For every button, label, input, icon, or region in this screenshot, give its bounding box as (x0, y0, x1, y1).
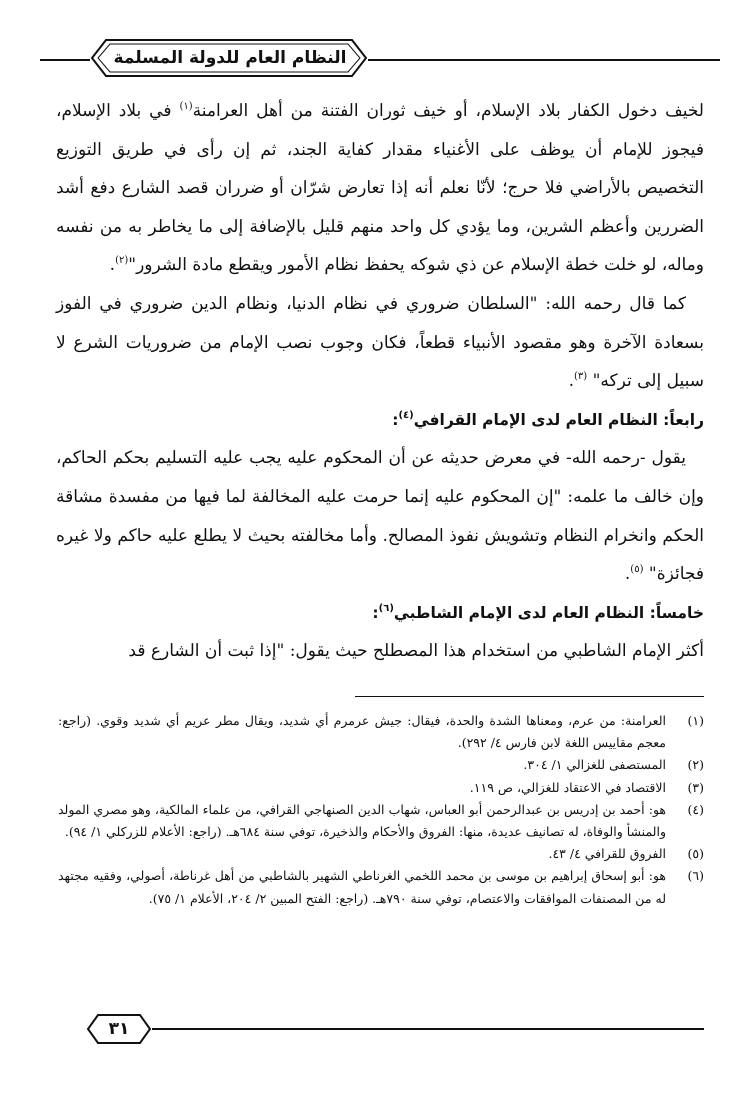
paragraph-1-text-a: لخيف دخول الكفار بلاد الإسلام، أو خيف ثوران الفتنة من أهل العرامنة (192, 101, 704, 121)
paragraph-1-text-b: في بلاد الإسلام، فيجوز للإمام أن يوظف على الأغنياء مقدار كفاية الجند، ثم إن رأى في طريق التوزيع التخصيص بالأراضي فلا حرج؛ لأنّا نعلم أنه إذا تعارض شرّان أو ضرران قصد الشارع دفع أشد الضررين وأعظم الشرين، وما يؤدي كل واحد منهم قليل بالإضافة إلى ما يخاطر به من نفسه وماله، لو خلت خطة الإسلام عن ذي شوكه يحفظ نظام الأمور ويقطع مادة الشرور" (56, 101, 704, 276)
section-heading-5-end: : (372, 603, 379, 622)
footnote-text: الاقتصاد في الاعتقاد للغزالي، ص ١١٩. (469, 779, 666, 795)
running-header (40, 38, 720, 82)
footnote-4 (58, 799, 704, 843)
footnote-3 (58, 777, 704, 799)
paragraph-4-text: أكثر الإمام الشاطبي من استخدام هذا المصطلح حيث يقول: "إذا ثبت أن الشارع قد (128, 641, 704, 662)
section-heading-5 (56, 594, 704, 633)
section-heading-4-end: : (392, 410, 399, 429)
footnote-text: هو: أبو إسحاق إبراهيم بن موسى بن محمد اللخمي الغرناطي الشهير بالشاطبي من أهل غرناطة، أصولي، وفقيه مجتهد له من المصنفات الموافقات والاعتصام، توفي سنة ٧٩٠هـ. (راجع: الفتح المبين ٢/ ٢٠٤، الأعلام ١/ ٧٥). (58, 868, 666, 906)
paragraph-2 (56, 285, 704, 401)
footnote-6 (58, 865, 704, 909)
footnote-ref-3[interactable]: (٣) (574, 371, 588, 383)
footnote-ref-4[interactable]: (٤) (398, 409, 414, 421)
page-number: ٣١ (108, 1019, 130, 1039)
footnote-ref-6[interactable]: (٦) (378, 602, 394, 614)
section-heading-5-text: خامساً: النظام العام لدى الإمام الشاطبي (393, 603, 704, 622)
footnote-1 (58, 710, 704, 754)
paragraph-2-end: . (568, 371, 574, 392)
paragraph-1 (56, 92, 704, 285)
footnotes (58, 710, 704, 910)
paragraph-3-end: . (624, 564, 631, 585)
footnote-text: المستصفى للغزالي ١/ ٣٠٤. (523, 757, 666, 773)
header-title: النظام العام للدولة المسلمة (113, 48, 347, 68)
footnote-ref-5[interactable]: (٥) (630, 564, 644, 576)
footnote-number: (٤) (687, 801, 704, 817)
section-heading-4 (56, 401, 704, 440)
footnote-2 (58, 754, 704, 776)
footer-rule (152, 1028, 704, 1030)
footnote-number: (٢) (687, 757, 704, 773)
footnote-separator (355, 696, 704, 697)
header-badge (90, 38, 368, 78)
footnote-number: (٣) (687, 779, 704, 795)
footnote-number: (٦) (687, 868, 704, 884)
paragraph-3-text: يقول -رحمه الله- في معرض حديثه عن أن المحكوم عليه يجب عليه التسليم بحكم الحاكم، وإن خالف ما علمه: "إن المحكوم عليه إنما حرمت عليه المخالفة لما فيها من مفسدة مشاقة الحكم وانخرام النظام وتشويش نفوذ المصالح. وأما مخالفته بحيث لا يطلع عليه حاكم ولا غيره فجائزة" (56, 448, 704, 585)
paragraph-1-end: . (109, 255, 116, 276)
footnote-text: الفروق للقرافي ٤/ ٤٣. (548, 846, 666, 862)
paragraph-3 (56, 439, 704, 593)
footnote-number: (١) (687, 713, 704, 728)
page-number-badge (86, 1013, 152, 1045)
footnote-text: هو: أحمد بن إدريس بن عبدالرحمن أبو العباس، شهاب الدين الصنهاجي القرافي، من علماء المالكية، وهو مصري المولد والمنشأ والوفاة، له تصانيف عديدة، منها: الفروق والأحكام والذخيرة، توفي سنة ٦٨٤هـ. (راجع: الأعلام للزركلي ١/ ٩٤). (58, 801, 666, 840)
footnote-ref-1[interactable]: (١) (179, 101, 193, 112)
footnote-ref-2[interactable]: (٢) (115, 255, 129, 267)
paragraph-4 (56, 632, 704, 671)
footnote-text: العرامنة: من عرم، ومعناها الشدة والحدة، فيقال: جيش عرمرم أي شديد، ويقال مطر عريم أي شديد وقوي. (راجع: معجم مقاييس اللغة لابن فارس ٤/ ٢٩٢). (58, 713, 666, 751)
footnote-5 (58, 843, 704, 865)
main-text (56, 92, 704, 671)
footnote-number: (٥) (687, 846, 704, 862)
paragraph-2-text: كما قال رحمه الله: "السلطان ضروري في نظام الدنيا، ونظام الدين ضروري في الفوز بسعادة الآخرة وهو مقصود الأنبياء قطعاً، فكان وجوب نصب الإمام من ضروريات الشرع لا سبيل إلى تركه" (56, 293, 704, 392)
section-heading-4-text: رابعاً: النظام العام لدى الإمام القرافي (413, 410, 704, 429)
